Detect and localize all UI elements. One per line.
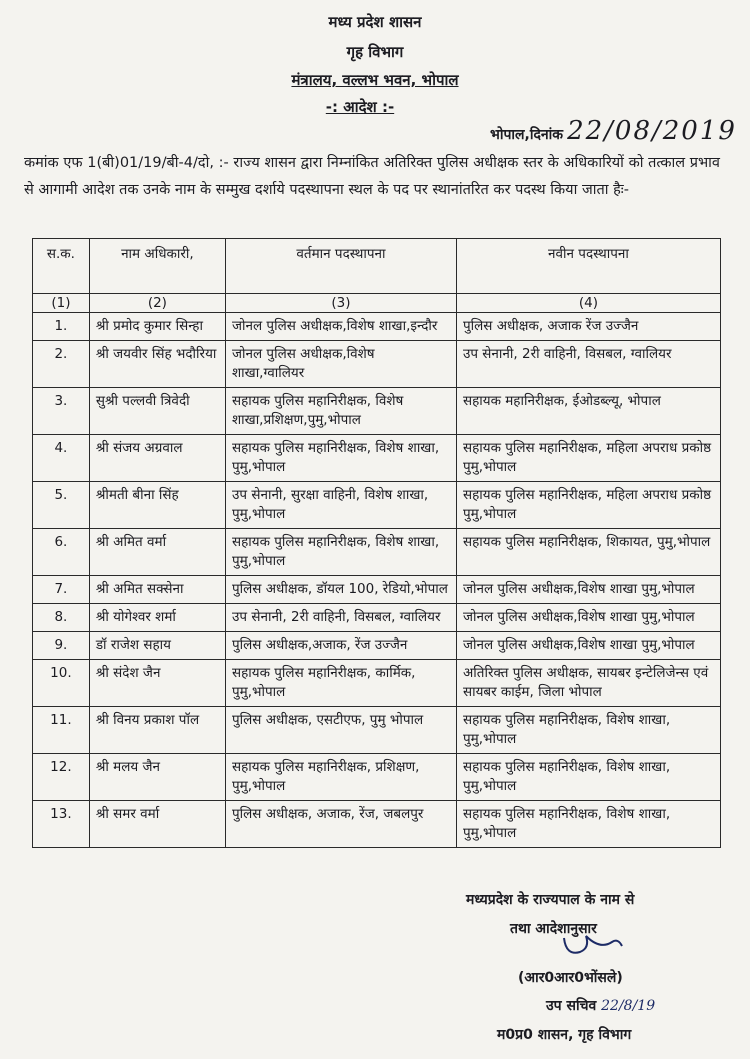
signatory-name: (आर0आर0भोंसले) <box>518 970 623 986</box>
cell-serial: 6. <box>33 529 90 576</box>
col-number-4: (4) <box>456 294 720 313</box>
cell-officer-name: श्री समर वर्मा <box>89 801 225 848</box>
header-current-posting: वर्तमान पदस्थापना <box>225 239 456 294</box>
table-row <box>33 754 721 801</box>
order-intro-paragraph: कमांक एफ 1(बी)01/19/बी-4/दो, :- राज्य शासन द्वारा निम्नांकित अतिरिक्त पुलिस अधीक्षक स्तर के अधिकारियों को तत्काल प्रभाव से आगामी आदेश तक उनके नाम के सम्मुख दर्शाये पदस्थापना स्थल के पद पर स्थानांतरित कर पदस्थ किया जाता हैः- <box>24 155 720 198</box>
cell-officer-name: डॉ राजेश सहाय <box>89 632 225 660</box>
cell-current-posting: पुलिस अधीक्षक, डॉयल 100, रेडियो,भोपाल <box>225 576 456 604</box>
table-row <box>33 660 721 707</box>
table-row <box>33 341 721 388</box>
date-line <box>490 116 737 146</box>
cell-serial: 2. <box>33 341 90 388</box>
cell-current-posting: पुलिस अधीक्षक,अजाक, रेंज उज्जैन <box>225 632 456 660</box>
table-row <box>33 313 721 341</box>
cell-serial: 13. <box>33 801 90 848</box>
cell-serial: 4. <box>33 435 90 482</box>
col-number-2: (2) <box>89 294 225 313</box>
signed-date: 22/8/19 <box>601 998 656 1014</box>
order-title-text: -: आदेश :- <box>325 98 395 116</box>
header-address-text: मंत्रालय, वल्लभ भवन, भोपाल <box>291 71 459 89</box>
cell-serial: 1. <box>33 313 90 341</box>
header-name: नाम अधिकारी, <box>89 239 225 294</box>
cell-new-posting: पुलिस अधीक्षक, अजाक रेंज उज्जैन <box>456 313 720 341</box>
cell-serial: 3. <box>33 388 90 435</box>
cell-new-posting: सहायक महानिरीक्षक, ईओडब्ल्यू, भोपाल <box>456 388 720 435</box>
closing-authority-line: मध्यप्रदेश के राज्यपाल के नाम से <box>466 892 635 908</box>
cell-officer-name: श्री अमित सक्सेना <box>89 576 225 604</box>
cell-serial: 11. <box>33 707 90 754</box>
cell-current-posting: उप सेनानी, 2री वाहिनी, विसबल, ग्वालियर <box>225 604 456 632</box>
closing-order-line: तथा आदेशानुसार <box>510 921 597 937</box>
cell-officer-name: सुश्री पल्लवी त्रिवेदी <box>89 388 225 435</box>
table-row <box>33 576 721 604</box>
cell-new-posting: अतिरिक्त पुलिस अधीक्षक, सायबर इन्टेलिजेन्स एवं सायबर काईम, जिला भोपाल <box>456 660 720 707</box>
header-department: गृह विभाग <box>346 43 404 61</box>
header-address <box>0 70 750 90</box>
cell-new-posting: जोनल पुलिस अधीक्षक,विशेष शाखा पुमु,भोपाल <box>456 576 720 604</box>
cell-officer-name: श्री अमित वर्मा <box>89 529 225 576</box>
cell-current-posting: पुलिस अधीक्षक, एसटीएफ, पुमु भोपाल <box>225 707 456 754</box>
signature-mark <box>560 928 630 962</box>
cell-current-posting: सहायक पुलिस महानिरीक्षक, विशेष शाखा, पुमु,भोपाल <box>225 529 456 576</box>
cell-current-posting: जोनल पुलिस अधीक्षक,विशेष शाखा,इन्दौर <box>225 313 456 341</box>
cell-officer-name: श्री जयवीर सिंह भदौरिया <box>89 341 225 388</box>
signatory-designation-line <box>546 996 655 1015</box>
table-row <box>33 482 721 529</box>
table-row <box>33 388 721 435</box>
col-number-3: (3) <box>225 294 456 313</box>
cell-current-posting: सहायक पुलिस महानिरीक्षक, प्रशिक्षण, पुमु,भोपाल <box>225 754 456 801</box>
cell-new-posting: सहायक पुलिस महानिरीक्षक, महिला अपराध प्रकोष्ठ पुमु,भोपाल <box>456 482 720 529</box>
table-row <box>33 435 721 482</box>
cell-new-posting: सहायक पुलिस महानिरीक्षक, विशेष शाखा, पुमु,भोपाल <box>456 801 720 848</box>
signatory-designation: उप सचिव <box>546 998 597 1014</box>
table-header-row <box>33 239 721 294</box>
transfer-table <box>32 238 721 848</box>
cell-new-posting: उप सेनानी, 2री वाहिनी, विसबल, ग्वालियर <box>456 341 720 388</box>
signatory-department: म0प्र0 शासन, गृह विभाग <box>497 1027 632 1043</box>
cell-serial: 7. <box>33 576 90 604</box>
header-serial: स.क. <box>33 239 90 294</box>
cell-current-posting: जोनल पुलिस अधीक्षक,विशेष शाखा,ग्वालियर <box>225 341 456 388</box>
cell-current-posting: पुलिस अधीक्षक, अजाक, रेंज, जबलपुर <box>225 801 456 848</box>
date-value: 22/08/2019 <box>567 116 737 146</box>
cell-officer-name: श्रीमती बीना सिंह <box>89 482 225 529</box>
table-row <box>33 529 721 576</box>
header-new-posting: नवीन पदस्थापना <box>456 239 720 294</box>
table-row <box>33 632 721 660</box>
cell-new-posting: सहायक पुलिस महानिरीक्षक, महिला अपराध प्रकोष्ठ पुमु,भोपाल <box>456 435 720 482</box>
table-row <box>33 604 721 632</box>
cell-new-posting: जोनल पुलिस अधीक्षक,विशेष शाखा पुमु,भोपाल <box>456 604 720 632</box>
cell-officer-name: श्री प्रमोद कुमार सिन्हा <box>89 313 225 341</box>
cell-current-posting: सहायक पुलिस महानिरीक्षक, कार्मिक, पुमु,भोपाल <box>225 660 456 707</box>
date-label: भोपाल,दिनांक <box>490 127 564 143</box>
cell-new-posting: सहायक पुलिस महानिरीक्षक, शिकायत, पुमु,भोपाल <box>456 529 720 576</box>
cell-new-posting: सहायक पुलिस महानिरीक्षक, विशेष शाखा, पुमु,भोपाल <box>456 754 720 801</box>
cell-serial: 12. <box>33 754 90 801</box>
cell-officer-name: श्री संदेश जैन <box>89 660 225 707</box>
cell-serial: 10. <box>33 660 90 707</box>
cell-serial: 8. <box>33 604 90 632</box>
cell-officer-name: श्री मलय जैन <box>89 754 225 801</box>
cell-current-posting: सहायक पुलिस महानिरीक्षक, विशेष शाखा, पुमु,भोपाल <box>225 435 456 482</box>
header-govt: मध्य प्रदेश शासन <box>328 13 422 31</box>
cell-officer-name: श्री संजय अग्रवाल <box>89 435 225 482</box>
cell-current-posting: उप सेनानी, सुरक्षा वाहिनी, विशेष शाखा, पुमु,भोपाल <box>225 482 456 529</box>
table-row <box>33 707 721 754</box>
cell-officer-name: श्री योगेश्वर शर्मा <box>89 604 225 632</box>
cell-new-posting: जोनल पुलिस अधीक्षक,विशेष शाखा पुमु,भोपाल <box>456 632 720 660</box>
cell-officer-name: श्री विनय प्रकाश पॉल <box>89 707 225 754</box>
cell-new-posting: सहायक पुलिस महानिरीक्षक, विशेष शाखा, पुमु,भोपाल <box>456 707 720 754</box>
table-row <box>33 801 721 848</box>
column-number-row <box>33 294 721 313</box>
cell-serial: 5. <box>33 482 90 529</box>
cell-serial: 9. <box>33 632 90 660</box>
col-number-1: (1) <box>33 294 90 313</box>
cell-current-posting: सहायक पुलिस महानिरीक्षक, विशेष शाखा,प्रशिक्षण,पुमु,भोपाल <box>225 388 456 435</box>
header-order-title <box>0 97 720 117</box>
